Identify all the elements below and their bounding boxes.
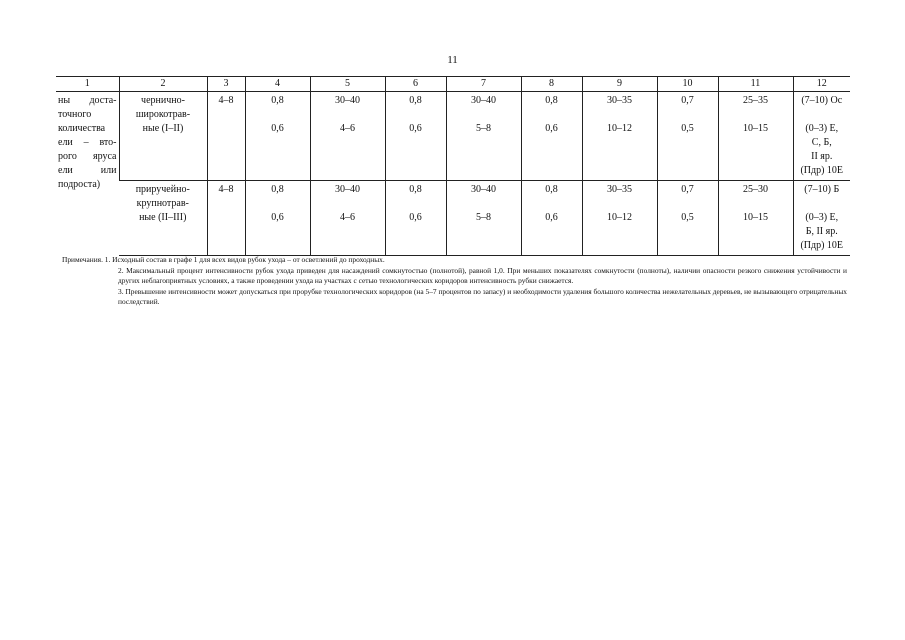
value-cell — [310, 181, 385, 256]
text-line: широкотрав- — [135, 109, 191, 120]
col-header: 10 — [657, 77, 718, 92]
text-line: Б, II яр. — [805, 226, 838, 237]
text-line: приручейно- — [135, 184, 190, 195]
value-cell — [582, 181, 657, 256]
lower-value: 0,5 — [681, 123, 694, 134]
upper-value: 25–30 — [743, 184, 768, 195]
upper-value: 0,8 — [271, 95, 284, 106]
col-header: 7 — [446, 77, 521, 92]
upper-value: 0,8 — [271, 184, 284, 195]
notes-section — [62, 255, 847, 308]
table-row — [56, 181, 850, 256]
value-cell — [521, 181, 582, 256]
col-header: 11 — [718, 77, 793, 92]
note-text: 1. Исходный состав в графе 1 для всех видов рубок ухода – от осветлений до проходных. — [104, 255, 385, 264]
value-cell — [245, 92, 310, 181]
page-number: 11 — [447, 54, 458, 66]
lower-value: 0,6 — [271, 212, 284, 223]
text-line: (Пдр) 10Е — [800, 240, 844, 251]
value-cell — [245, 181, 310, 256]
text-line: (7–10) Ос — [801, 95, 843, 106]
value-cell — [385, 181, 446, 256]
upper-value: 30–35 — [607, 95, 632, 106]
upper-value: 25–35 — [743, 95, 768, 106]
lower-value: 0,6 — [271, 123, 284, 134]
value-cell — [521, 92, 582, 181]
text-line: (7–10) Б — [804, 184, 840, 195]
value-cell — [657, 181, 718, 256]
value-cell — [582, 92, 657, 181]
lower-value: 0,6 — [545, 212, 558, 223]
upper-value: 30–40 — [471, 95, 496, 106]
col-header: 2 — [119, 77, 207, 92]
text-line: (0–3) Е, — [805, 123, 839, 134]
col-header: 12 — [793, 77, 850, 92]
lower-value: 4–6 — [340, 212, 355, 223]
note-1 — [62, 255, 847, 266]
upper-value: 0,8 — [545, 184, 558, 195]
text-line: II яр. — [811, 151, 833, 162]
text-line: количества — [58, 123, 106, 134]
text-line: ные (II–III) — [139, 212, 187, 223]
upper-value: 0,8 — [409, 95, 422, 106]
col-header: 6 — [385, 77, 446, 92]
upper-value: 30–40 — [335, 184, 360, 195]
upper-value: 0,7 — [681, 95, 694, 106]
lower-value: 0,6 — [409, 123, 422, 134]
text-line: ели – вто- — [58, 137, 117, 148]
text-line: (Пдр) 10Е — [800, 165, 844, 176]
text-line: ели или — [58, 165, 117, 176]
upper-value: 0,7 — [681, 184, 694, 195]
upper-value: 0,8 — [409, 184, 422, 195]
forest-type-cell — [56, 92, 119, 256]
text-line: подроста) — [58, 179, 101, 190]
table-header-row — [56, 77, 850, 92]
lower-value: 10–12 — [607, 123, 632, 134]
value-cell — [718, 92, 793, 181]
value-cell — [718, 181, 793, 256]
col-header: 4 — [245, 77, 310, 92]
text-line: черничнo- — [141, 95, 185, 106]
value-cell — [310, 92, 385, 181]
note-3: 3. Превышение интенсивности может допускаться при прорубке технологических коридоров (на 5–7 процентов по запасу) и необходимости удаления большого количества нежелательных деревьев, не вызывающего отрицательных последствий. — [118, 286, 847, 306]
text-line: (0–3) Е, — [805, 212, 839, 223]
col-header: 1 — [56, 77, 119, 92]
col-header: 5 — [310, 77, 385, 92]
text-line: крупнотрав- — [136, 198, 189, 209]
upper-value: 30–40 — [471, 184, 496, 195]
value-cell — [657, 92, 718, 181]
age-cell: 4–8 — [207, 181, 245, 256]
composition-cell — [793, 181, 850, 256]
lower-value: 4–6 — [340, 123, 355, 134]
upper-value: 30–35 — [607, 184, 632, 195]
upper-value: 30–40 — [335, 95, 360, 106]
lower-value: 0,6 — [545, 123, 558, 134]
value-cell — [446, 92, 521, 181]
lower-value: 0,5 — [681, 212, 694, 223]
notes-heading: Примечания. — [62, 255, 103, 264]
site-type-cell — [119, 181, 207, 256]
text-line: рого яруса — [58, 151, 117, 162]
age-cell: 4–8 — [207, 92, 245, 181]
composition-cell — [793, 92, 850, 181]
lower-value: 5–8 — [476, 212, 491, 223]
intensity-table — [56, 76, 850, 256]
text-line: ны доста- — [58, 95, 117, 106]
text-line: ные (I–II) — [142, 123, 184, 134]
upper-value: 0,8 — [545, 95, 558, 106]
col-header: 8 — [521, 77, 582, 92]
text-line: С, Б, — [811, 137, 832, 148]
col-header: 9 — [582, 77, 657, 92]
table-row — [56, 92, 850, 181]
site-type-cell — [119, 92, 207, 181]
note-2: 2. Максимальный процент интенсивности рубок ухода приведен для насаждений сомкнутостью (полнотой), равной 1,0. При меньших показателях сомкнутости (полноты), наличии опасности резкого снижения устойчивости и других неблагоприятных условиях, а также проведении ухода на участках с сетью технологических коридоров интенсивность рубки снижается. — [118, 265, 847, 285]
col-header: 3 — [207, 77, 245, 92]
lower-value: 10–12 — [607, 212, 632, 223]
lower-value: 10–15 — [743, 123, 768, 134]
value-cell — [385, 92, 446, 181]
value-cell — [446, 181, 521, 256]
lower-value: 10–15 — [743, 212, 768, 223]
text-line: точного — [58, 109, 92, 120]
lower-value: 5–8 — [476, 123, 491, 134]
lower-value: 0,6 — [409, 212, 422, 223]
